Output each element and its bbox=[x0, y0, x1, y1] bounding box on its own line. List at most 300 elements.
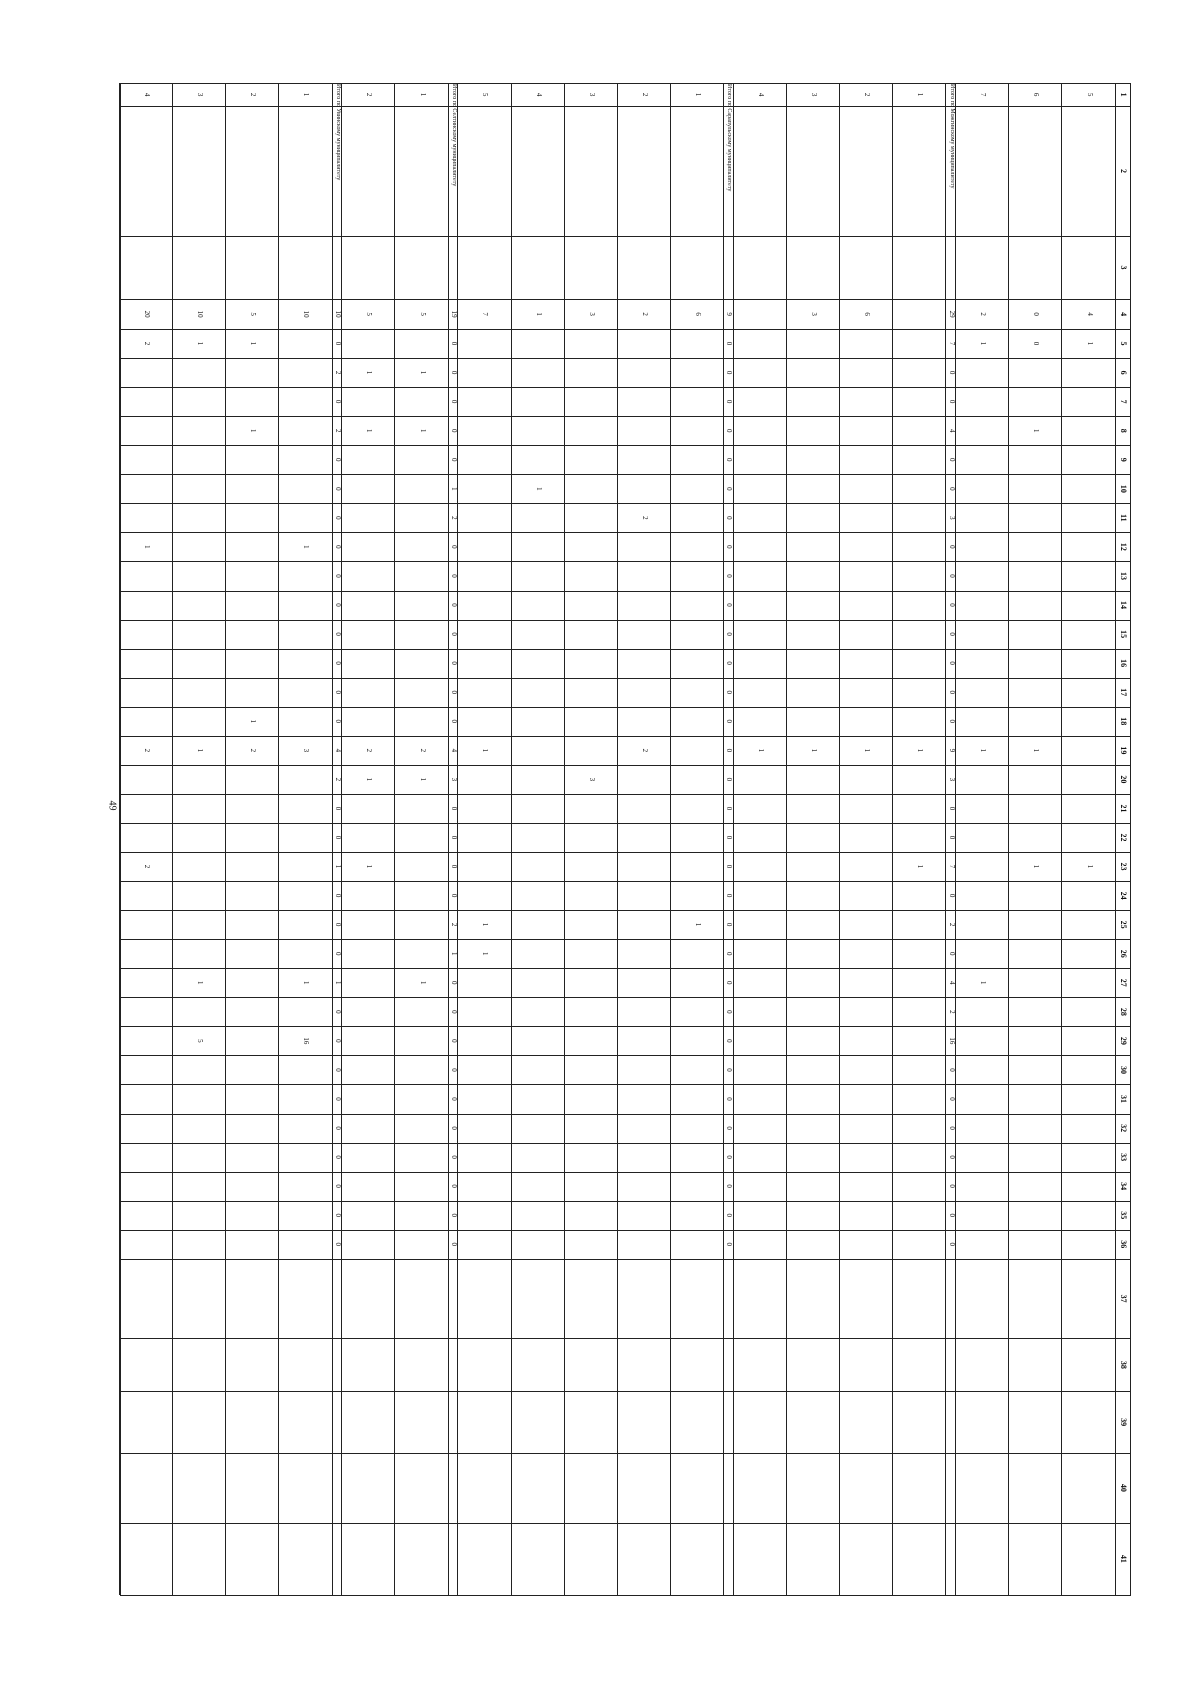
summary-zero: 0 bbox=[450, 1184, 459, 1188]
row-number: 2 bbox=[365, 92, 374, 97]
summary-value: 16 bbox=[947, 1037, 956, 1045]
summary-value: 0 bbox=[947, 487, 956, 491]
v-rule bbox=[120, 852, 1131, 853]
summary-zero: 0 bbox=[450, 603, 459, 607]
summary-zero: 0 bbox=[725, 777, 734, 782]
v-rule bbox=[120, 881, 1131, 882]
h-rule bbox=[395, 83, 396, 1595]
v-rule bbox=[120, 1114, 1131, 1115]
column-number: 14 bbox=[1119, 601, 1129, 610]
column-number: 36 bbox=[1119, 1240, 1129, 1249]
summary-zero: 0 bbox=[947, 893, 956, 898]
summary-zero: 0 bbox=[725, 603, 734, 607]
summary-zero: 0 bbox=[947, 1097, 956, 1101]
row-total: 6 bbox=[694, 312, 703, 316]
row-total: 10 bbox=[196, 310, 205, 318]
row-number: 4 bbox=[756, 92, 765, 97]
value-cell: 2 bbox=[640, 516, 649, 520]
v-rule bbox=[120, 823, 1131, 824]
value-cell: 1 bbox=[249, 719, 258, 724]
row-number: 5 bbox=[481, 92, 490, 97]
column-number: 25 bbox=[1119, 920, 1129, 929]
v-rule bbox=[120, 358, 1131, 359]
h-rule bbox=[893, 83, 894, 1595]
summary-zero: 0 bbox=[333, 632, 342, 636]
value-cell: 1 bbox=[365, 777, 374, 782]
row-total: 2 bbox=[979, 312, 988, 316]
column-number: 5 bbox=[1119, 341, 1129, 346]
v-rule bbox=[120, 1084, 1131, 1085]
summary-value: 1 bbox=[333, 864, 342, 869]
summary-zero: 0 bbox=[725, 690, 734, 694]
column-number: 1 bbox=[1119, 92, 1129, 97]
summary-zero: 0 bbox=[725, 806, 734, 811]
value-cell: 2 bbox=[418, 748, 427, 753]
summary-label: Итого по Можгинскому муниципалитету bbox=[948, 84, 955, 189]
column-number: 29 bbox=[1119, 1036, 1129, 1045]
summary-zero: 0 bbox=[450, 458, 459, 462]
value-cell: 1 bbox=[916, 748, 925, 753]
summary-zero: 0 bbox=[450, 1155, 459, 1159]
summary-zero: 0 bbox=[450, 399, 459, 404]
summary-zero: 0 bbox=[947, 719, 956, 724]
value-cell: 1 bbox=[694, 922, 703, 927]
summary-zero: 0 bbox=[450, 1097, 459, 1101]
summary-value: 1 bbox=[333, 981, 342, 985]
value-cell: 1 bbox=[196, 748, 205, 753]
summary-zero: 0 bbox=[725, 1184, 734, 1188]
summary-zero: 0 bbox=[725, 1039, 734, 1043]
summary-zero: 0 bbox=[333, 487, 342, 491]
v-rule bbox=[120, 1055, 1131, 1056]
value-cell: 1 bbox=[365, 864, 374, 869]
value-cell: 1 bbox=[979, 748, 988, 753]
column-number: 9 bbox=[1119, 457, 1129, 462]
summary-zero: 0 bbox=[450, 719, 459, 724]
row-total: 4 bbox=[1085, 312, 1094, 316]
value-cell: 1 bbox=[1032, 864, 1041, 869]
h-rule bbox=[733, 83, 734, 1595]
value-cell: 2 bbox=[249, 748, 258, 753]
summary-zero: 0 bbox=[450, 1242, 459, 1247]
column-number: 34 bbox=[1119, 1182, 1129, 1191]
value-cell: 1 bbox=[302, 545, 311, 549]
summary-zero: 0 bbox=[947, 545, 956, 549]
summary-zero: 0 bbox=[725, 835, 734, 840]
v-rule bbox=[120, 416, 1131, 417]
summary-zero: 0 bbox=[333, 893, 342, 898]
summary-total: 10 bbox=[333, 310, 342, 318]
h-rule bbox=[279, 83, 280, 1595]
h-rule bbox=[839, 83, 840, 1595]
v-rule bbox=[120, 1338, 1131, 1339]
row-number: 5 bbox=[1085, 92, 1094, 97]
row-total: 5 bbox=[418, 312, 427, 316]
column-number: 11 bbox=[1119, 514, 1129, 522]
column-number: 27 bbox=[1119, 978, 1129, 987]
rotated-table bbox=[120, 83, 1131, 1595]
summary-zero: 0 bbox=[333, 603, 342, 607]
summary-zero: 0 bbox=[725, 1010, 734, 1014]
value-cell: 1 bbox=[418, 981, 427, 985]
row-total: 6 bbox=[863, 312, 872, 316]
v-rule bbox=[120, 503, 1131, 504]
summary-zero: 0 bbox=[450, 428, 459, 433]
row-total: 2 bbox=[640, 312, 649, 316]
summary-value: 2 bbox=[333, 370, 342, 375]
summary-zero: 0 bbox=[450, 893, 459, 898]
h-rule bbox=[511, 83, 512, 1595]
v-rule bbox=[120, 620, 1131, 621]
v-rule bbox=[120, 794, 1131, 795]
value-cell: 1 bbox=[481, 748, 490, 753]
summary-total: 29 bbox=[947, 310, 956, 318]
summary-zero: 0 bbox=[450, 1010, 459, 1014]
h-rule bbox=[1115, 83, 1116, 1595]
column-number: 6 bbox=[1119, 370, 1129, 375]
value-cell: 2 bbox=[143, 748, 152, 753]
column-number: 20 bbox=[1119, 775, 1129, 784]
summary-zero: 0 bbox=[725, 341, 734, 346]
summary-zero: 0 bbox=[333, 661, 342, 665]
v-rule bbox=[120, 1172, 1131, 1173]
summary-zero: 0 bbox=[725, 1213, 734, 1217]
summary-zero: 0 bbox=[725, 516, 734, 520]
summary-zero: 0 bbox=[333, 806, 342, 811]
value-cell: 3 bbox=[587, 777, 596, 782]
summary-zero: 0 bbox=[947, 1068, 956, 1072]
row-number: 7 bbox=[979, 92, 988, 97]
summary-zero: 0 bbox=[725, 458, 734, 462]
value-cell: 2 bbox=[143, 341, 152, 346]
value-cell: 3 bbox=[302, 748, 311, 753]
v-rule bbox=[120, 1143, 1131, 1144]
summary-zero: 0 bbox=[725, 981, 734, 985]
value-cell: 1 bbox=[143, 545, 152, 549]
value-cell: 1 bbox=[418, 428, 427, 433]
summary-zero: 0 bbox=[947, 951, 956, 956]
column-number: 4 bbox=[1119, 312, 1129, 317]
v-rule bbox=[120, 474, 1131, 475]
summary-zero: 0 bbox=[333, 1155, 342, 1159]
summary-value: 4 bbox=[947, 428, 956, 433]
v-rule bbox=[120, 997, 1131, 998]
v-rule bbox=[120, 678, 1131, 679]
column-number: 35 bbox=[1119, 1211, 1129, 1220]
h-rule bbox=[786, 83, 787, 1595]
h-rule bbox=[172, 83, 173, 1595]
summary-zero: 0 bbox=[725, 399, 734, 404]
row-number: 1 bbox=[916, 92, 925, 97]
summary-zero: 0 bbox=[450, 661, 459, 665]
summary-zero: 0 bbox=[450, 632, 459, 636]
value-cell: 1 bbox=[481, 951, 490, 956]
summary-zero: 0 bbox=[725, 1242, 734, 1247]
column-number: 39 bbox=[1119, 1418, 1129, 1427]
row-number: 4 bbox=[534, 92, 543, 97]
value-cell: 1 bbox=[196, 341, 205, 346]
value-cell: 1 bbox=[1085, 341, 1094, 346]
h-rule bbox=[448, 83, 449, 1595]
summary-label: Итого по Селтинскому муниципалитету bbox=[451, 84, 458, 187]
value-cell: 1 bbox=[979, 341, 988, 346]
summary-value: 2 bbox=[450, 516, 459, 520]
row-total: 7 bbox=[481, 312, 490, 316]
h-rule bbox=[946, 83, 947, 1595]
summary-zero: 0 bbox=[947, 370, 956, 375]
summary-zero: 0 bbox=[725, 487, 734, 491]
v-rule bbox=[120, 1259, 1131, 1260]
row-total: 5 bbox=[365, 312, 374, 316]
v-rule bbox=[120, 236, 1131, 237]
column-number: 40 bbox=[1119, 1483, 1129, 1492]
summary-zero: 0 bbox=[333, 1126, 342, 1130]
value-cell: 1 bbox=[365, 428, 374, 433]
column-number: 33 bbox=[1119, 1153, 1129, 1162]
v-rule bbox=[120, 106, 1131, 107]
summary-value: 2 bbox=[333, 777, 342, 782]
v-rule bbox=[120, 1453, 1131, 1454]
summary-zero: 0 bbox=[947, 1213, 956, 1217]
summary-zero: 0 bbox=[333, 458, 342, 462]
column-number: 24 bbox=[1119, 891, 1129, 900]
row-total: 20 bbox=[143, 310, 152, 318]
column-number: 8 bbox=[1119, 428, 1129, 433]
column-number: 7 bbox=[1119, 399, 1129, 404]
summary-value: 2 bbox=[450, 922, 459, 927]
row-total: 10 bbox=[302, 310, 311, 318]
summary-zero: 0 bbox=[333, 574, 342, 578]
summary-zero: 0 bbox=[450, 370, 459, 375]
summary-zero: 0 bbox=[947, 661, 956, 665]
row-number: 1 bbox=[694, 92, 703, 97]
summary-zero: 0 bbox=[725, 632, 734, 636]
v-rule bbox=[120, 649, 1131, 650]
column-number: 26 bbox=[1119, 949, 1129, 958]
value-cell: 1 bbox=[481, 922, 490, 927]
row-total: 3 bbox=[810, 312, 819, 316]
summary-zero: 0 bbox=[947, 1184, 956, 1188]
v-rule bbox=[120, 445, 1131, 446]
summary-zero: 0 bbox=[333, 690, 342, 694]
summary-value: 7 bbox=[947, 864, 956, 869]
column-number: 37 bbox=[1119, 1294, 1129, 1303]
summary-value: 7 bbox=[947, 341, 956, 346]
summary-value: 2 bbox=[947, 922, 956, 927]
column-number: 30 bbox=[1119, 1065, 1129, 1074]
summary-zero: 0 bbox=[947, 399, 956, 404]
h-rule bbox=[120, 83, 121, 1595]
value-cell: 1 bbox=[249, 341, 258, 346]
v-rule bbox=[120, 939, 1131, 940]
value-cell: 1 bbox=[810, 748, 819, 753]
h-rule bbox=[342, 83, 343, 1595]
v-rule bbox=[120, 1391, 1131, 1392]
v-rule bbox=[120, 910, 1131, 911]
summary-zero: 0 bbox=[333, 1184, 342, 1188]
h-rule bbox=[670, 83, 671, 1595]
row-total: 3 bbox=[587, 312, 596, 316]
summary-label: Итого по Увинскому муниципалитету bbox=[334, 84, 341, 181]
summary-value: 1 bbox=[450, 951, 459, 956]
h-rule bbox=[225, 83, 226, 1595]
summary-value: 2 bbox=[333, 428, 342, 433]
column-number: 21 bbox=[1119, 804, 1129, 813]
value-cell: 2 bbox=[640, 748, 649, 753]
row-number: 3 bbox=[196, 92, 205, 97]
summary-zero: 0 bbox=[333, 545, 342, 549]
column-number: 31 bbox=[1119, 1095, 1129, 1103]
value-cell: 1 bbox=[534, 487, 543, 491]
summary-zero: 0 bbox=[333, 951, 342, 956]
h-rule bbox=[617, 83, 618, 1595]
summary-value: 4 bbox=[450, 748, 459, 753]
value-cell: 1 bbox=[302, 981, 311, 985]
summary-zero: 0 bbox=[725, 428, 734, 433]
value-cell: 1 bbox=[1085, 864, 1094, 869]
v-rule bbox=[120, 765, 1131, 766]
column-number: 15 bbox=[1119, 630, 1129, 639]
column-number: 22 bbox=[1119, 833, 1129, 842]
summary-zero: 0 bbox=[725, 893, 734, 898]
row-number: 1 bbox=[302, 92, 311, 97]
summary-zero: 0 bbox=[725, 719, 734, 724]
column-number: 41 bbox=[1119, 1554, 1129, 1563]
value-cell: 2 bbox=[365, 748, 374, 753]
column-number: 13 bbox=[1119, 571, 1129, 580]
summary-zero: 0 bbox=[725, 1068, 734, 1072]
summary-zero: 0 bbox=[450, 981, 459, 985]
value-cell: 1 bbox=[863, 748, 872, 753]
column-number: 19 bbox=[1119, 746, 1129, 755]
summary-total: 19 bbox=[450, 310, 459, 318]
row-number: 3 bbox=[587, 92, 596, 97]
summary-zero: 0 bbox=[450, 545, 459, 549]
summary-zero: 0 bbox=[333, 1097, 342, 1101]
row-total: 1 bbox=[534, 312, 543, 316]
summary-zero: 0 bbox=[947, 690, 956, 694]
summary-zero: 0 bbox=[450, 864, 459, 869]
summary-value: 4 bbox=[333, 748, 342, 753]
summary-zero: 0 bbox=[450, 1126, 459, 1130]
row-number: 2 bbox=[249, 92, 258, 97]
summary-zero: 0 bbox=[725, 748, 734, 753]
row-number: 2 bbox=[640, 92, 649, 97]
value-cell: 2 bbox=[143, 864, 152, 869]
summary-value: 1 bbox=[450, 487, 459, 491]
column-number: 23 bbox=[1119, 862, 1129, 871]
summary-zero: 0 bbox=[947, 1126, 956, 1130]
summary-zero: 0 bbox=[333, 1039, 342, 1043]
summary-zero: 0 bbox=[947, 574, 956, 578]
summary-zero: 0 bbox=[947, 1155, 956, 1159]
h-rule bbox=[1062, 83, 1063, 1595]
summary-zero: 0 bbox=[725, 574, 734, 578]
v-rule bbox=[120, 591, 1131, 592]
summary-zero: 0 bbox=[450, 806, 459, 811]
h-rule bbox=[1130, 83, 1131, 1595]
summary-zero: 0 bbox=[947, 632, 956, 636]
summary-zero: 0 bbox=[450, 835, 459, 840]
column-number: 10 bbox=[1119, 484, 1129, 493]
column-number: 16 bbox=[1119, 659, 1129, 668]
v-rule bbox=[120, 1201, 1131, 1202]
value-cell: 1 bbox=[979, 981, 988, 985]
summary-label: Итого по Сарапульскому муниципалитету bbox=[726, 84, 733, 192]
summary-zero: 0 bbox=[333, 341, 342, 346]
summary-zero: 0 bbox=[333, 1010, 342, 1014]
v-rule bbox=[120, 532, 1131, 533]
summary-zero: 0 bbox=[725, 370, 734, 375]
summary-value: 2 bbox=[947, 1010, 956, 1014]
value-cell: 1 bbox=[916, 864, 925, 869]
summary-zero: 0 bbox=[725, 922, 734, 927]
h-rule bbox=[955, 83, 956, 1595]
value-cell: 1 bbox=[418, 777, 427, 782]
summary-zero: 0 bbox=[450, 1039, 459, 1043]
v-rule bbox=[120, 1230, 1131, 1231]
h-rule bbox=[458, 83, 459, 1595]
summary-zero: 0 bbox=[725, 1155, 734, 1159]
value-cell: 1 bbox=[418, 370, 427, 375]
summary-zero: 0 bbox=[947, 835, 956, 840]
summary-zero: 0 bbox=[947, 603, 956, 607]
row-number: 4 bbox=[143, 92, 152, 97]
summary-zero: 0 bbox=[333, 516, 342, 520]
v-rule bbox=[120, 561, 1131, 562]
value-cell: 1 bbox=[196, 981, 205, 985]
row-number: 2 bbox=[863, 92, 872, 97]
summary-zero: 0 bbox=[725, 951, 734, 956]
column-number: 2 bbox=[1119, 169, 1129, 174]
value-cell: 1 bbox=[249, 428, 258, 433]
row-number: 6 bbox=[1032, 92, 1041, 97]
value-cell: 1 bbox=[1032, 428, 1041, 433]
h-rule bbox=[332, 83, 333, 1595]
summary-zero: 0 bbox=[450, 574, 459, 578]
summary-zero: 0 bbox=[947, 806, 956, 811]
h-rule bbox=[1009, 83, 1010, 1595]
summary-zero: 0 bbox=[333, 835, 342, 840]
summary-value: 3 bbox=[947, 516, 956, 520]
summary-zero: 0 bbox=[333, 719, 342, 724]
column-number: 38 bbox=[1119, 1360, 1129, 1369]
summary-zero: 0 bbox=[333, 1242, 342, 1247]
value-cell: 1 bbox=[1032, 748, 1041, 753]
summary-zero: 0 bbox=[725, 1126, 734, 1130]
value-cell: 1 bbox=[365, 370, 374, 375]
summary-zero: 0 bbox=[947, 1242, 956, 1247]
summary-zero: 0 bbox=[333, 1213, 342, 1217]
summary-value: 3 bbox=[450, 777, 459, 782]
column-number: 28 bbox=[1119, 1007, 1129, 1016]
summary-value: 9 bbox=[947, 748, 956, 753]
v-rule bbox=[120, 1523, 1131, 1524]
row-number: 1 bbox=[418, 92, 427, 97]
column-number: 18 bbox=[1119, 717, 1129, 726]
summary-zero: 0 bbox=[450, 1213, 459, 1217]
summary-total: 9 bbox=[725, 312, 734, 316]
summary-zero: 0 bbox=[333, 922, 342, 927]
summary-zero: 0 bbox=[725, 661, 734, 665]
v-rule bbox=[120, 1026, 1131, 1027]
column-number: 17 bbox=[1119, 688, 1129, 697]
page-number: 49 bbox=[106, 800, 118, 811]
summary-zero: 0 bbox=[450, 690, 459, 694]
summary-value: 4 bbox=[947, 981, 956, 985]
column-number: 32 bbox=[1119, 1124, 1129, 1133]
summary-zero: 0 bbox=[725, 545, 734, 549]
